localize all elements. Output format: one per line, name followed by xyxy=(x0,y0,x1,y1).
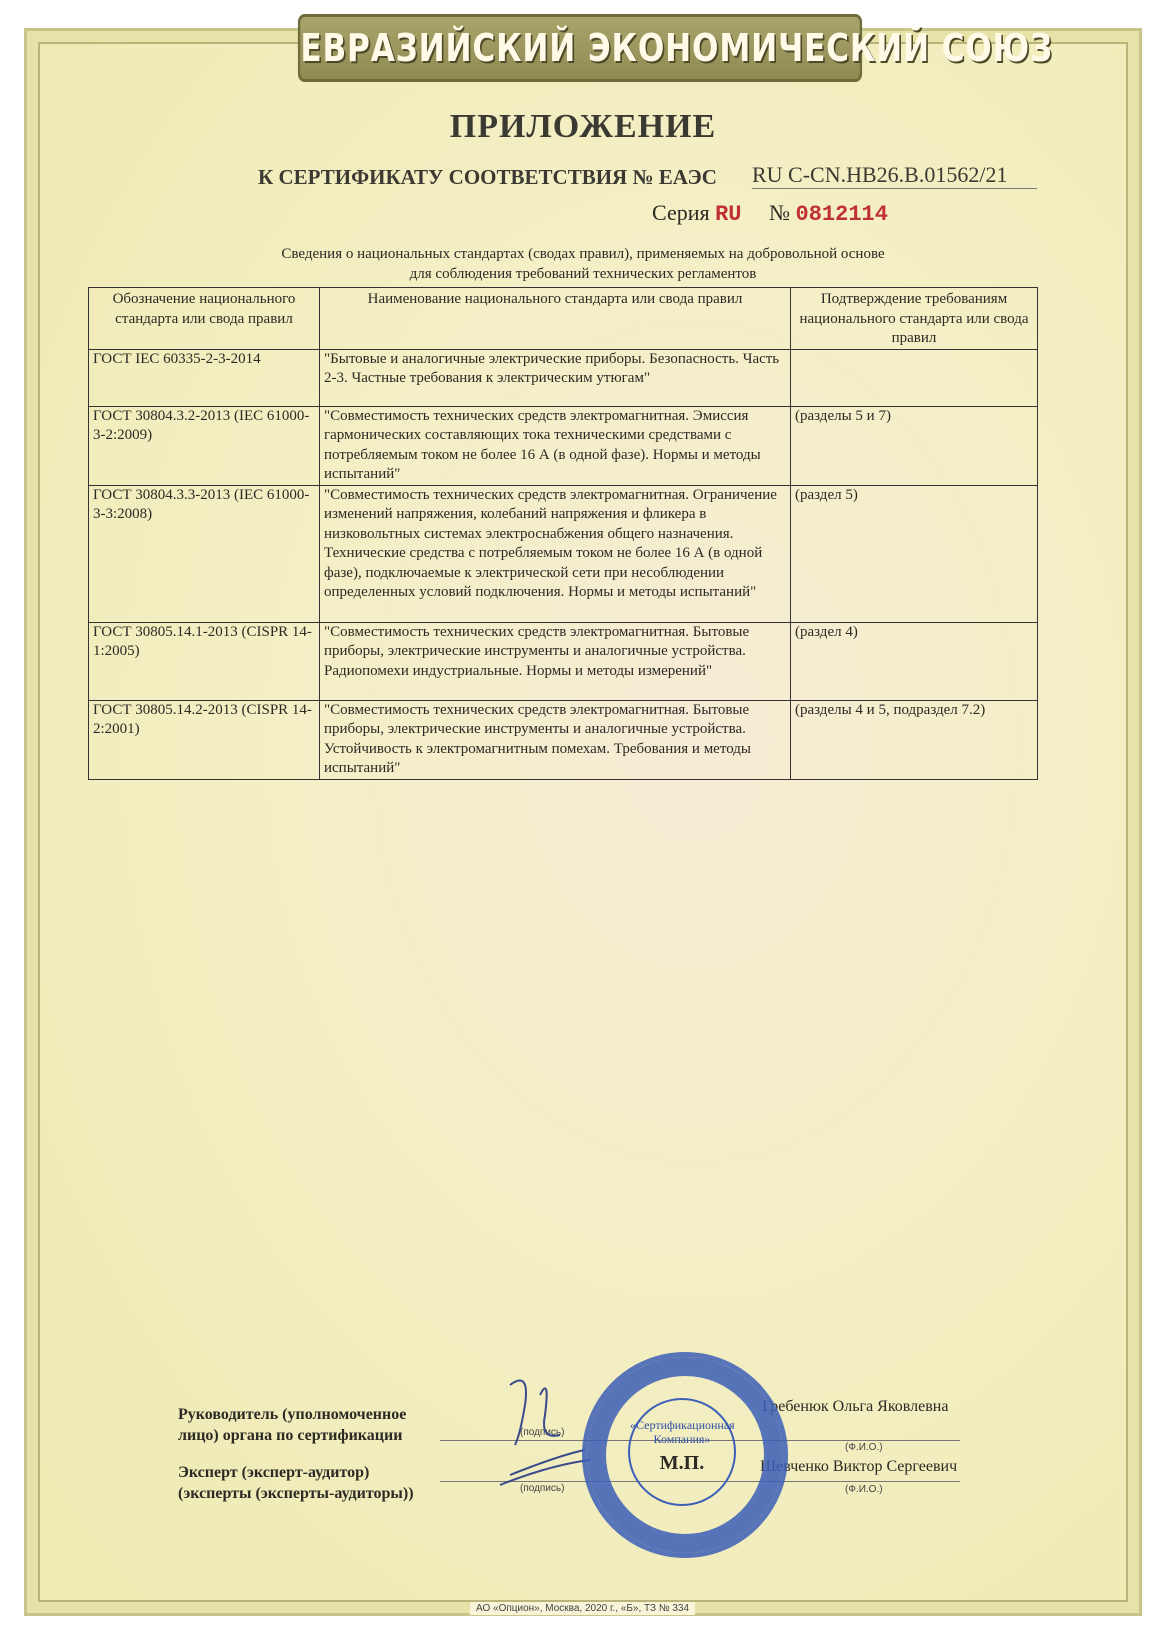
intro-line: Сведения о национальных стандартах (сводах правил), применяемых на добровольной основе xyxy=(281,246,885,262)
cell-code: ГОСТ 30804.3.3-2013 (IEC 61000-3-3:2008) xyxy=(89,485,320,622)
header-name: Наименование национального стандарта или свода правил xyxy=(320,288,791,350)
table-row xyxy=(89,485,1038,622)
table-row xyxy=(89,700,1038,779)
signature-caption: (подпись) xyxy=(520,1427,565,1438)
cell-confirm: (разделы 4 и 5, подраздел 7.2) xyxy=(791,700,1038,779)
cell-name: "Совместимость технических средств электромагнитная. Бытовые приборы, электрические инструменты и аналогичные устройства. Устойчивость к электромагнитным помехам. Требования и методы испытаний" xyxy=(320,700,791,779)
series-value: RU xyxy=(715,202,742,227)
stamp-mp: М.П. xyxy=(659,1452,705,1474)
intro-text xyxy=(0,244,1166,284)
cell-code: ГОСТ 30805.14.1-2013 (CISPR 14-1:2005) xyxy=(89,622,320,700)
cell-name: "Совместимость технических средств электромагнитная. Бытовые приборы, электрические инструменты и аналогичные устройства. Радиопомехи индустриальные. Нормы и методы измерений" xyxy=(320,622,791,700)
cell-name: "Совместимость технических средств электромагнитная. Эмиссия гармонических составляющих тока техническими средствами с потребляемым током не более 16 А (в одной фазе). Нормы и методы испытаний" xyxy=(320,406,791,485)
cell-confirm: (разделы 5 и 7) xyxy=(791,406,1038,485)
header-confirm: Подтверждение требованиям национального стандарта или свода правил xyxy=(791,288,1038,350)
table-row xyxy=(89,622,1038,700)
table-row xyxy=(89,349,1038,406)
number-value: 0812114 xyxy=(795,202,888,227)
header-code: Обозначение национального стандарта или свода правил xyxy=(89,288,320,350)
printer-footer: АО «Опцион», Москва, 2020 г., «Б», ТЗ № 334 xyxy=(470,1602,695,1615)
number-label: № xyxy=(769,200,791,225)
head-name: Гребенюк Ольга Яковлевна xyxy=(762,1398,949,1415)
cell-code: ГОСТ IEC 60335-2-3-2014 xyxy=(89,349,320,406)
cell-confirm: (раздел 4) xyxy=(791,622,1038,700)
cell-name: "Бытовые и аналогичные электрические приборы. Безопасность. Часть 2-3. Частные требования к электрическим утюгам" xyxy=(320,349,791,406)
fio-caption: (Ф.И.О.) xyxy=(845,1484,883,1495)
stamp-company: «Сертификационная Компания» xyxy=(630,1418,735,1446)
page-title: ПРИЛОЖЕНИЕ xyxy=(449,108,717,145)
cert-label: К СЕРТИФИКАТУ СООТВЕТСТВИЯ № ЕАЭС xyxy=(258,165,717,189)
union-banner: ЕВРАЗИЙСКИЙ ЭКОНОМИЧЕСКИЙ СОЮЗ xyxy=(298,14,862,82)
cell-confirm xyxy=(791,349,1038,406)
standards-table xyxy=(88,287,1038,780)
series-label: Серия xyxy=(652,200,710,225)
table-row xyxy=(89,406,1038,485)
signature-caption: (подпись) xyxy=(520,1483,565,1494)
cert-number: RU C-CN.HB26.B.01562/21 xyxy=(752,162,1037,189)
fio-caption: (Ф.И.О.) xyxy=(845,1442,883,1453)
series-block xyxy=(652,200,888,227)
cell-confirm: (раздел 5) xyxy=(791,485,1038,622)
expert-name: Шевченко Виктор Сергеевич xyxy=(760,1458,958,1475)
cell-code: ГОСТ 30804.3.2-2013 (IEC 61000-3-2:2009) xyxy=(89,406,320,485)
cell-code: ГОСТ 30805.14.2-2013 (CISPR 14-2:2001) xyxy=(89,700,320,779)
cell-name: "Совместимость технических средств электромагнитная. Ограничение изменений напряжения, колебаний напряжения и фликера в низковольтных системах электроснабжения общего назначения. Технические средства с потребляемым током не более 16 А (в одной фазе), подключаемые к электрической сети при несоблюдении определенных условий подключения. Нормы и методы испытаний" xyxy=(320,485,791,622)
stamp-center xyxy=(628,1398,736,1506)
intro-line: для соблюдения требований технических регламентов xyxy=(409,266,757,282)
expert-label: Эксперт (эксперт-аудитор) (эксперты (эксперты-аудиторы)) xyxy=(178,1464,414,1502)
head-label: Руководитель (уполномоченное лицо) органа по сертификации xyxy=(178,1406,407,1444)
